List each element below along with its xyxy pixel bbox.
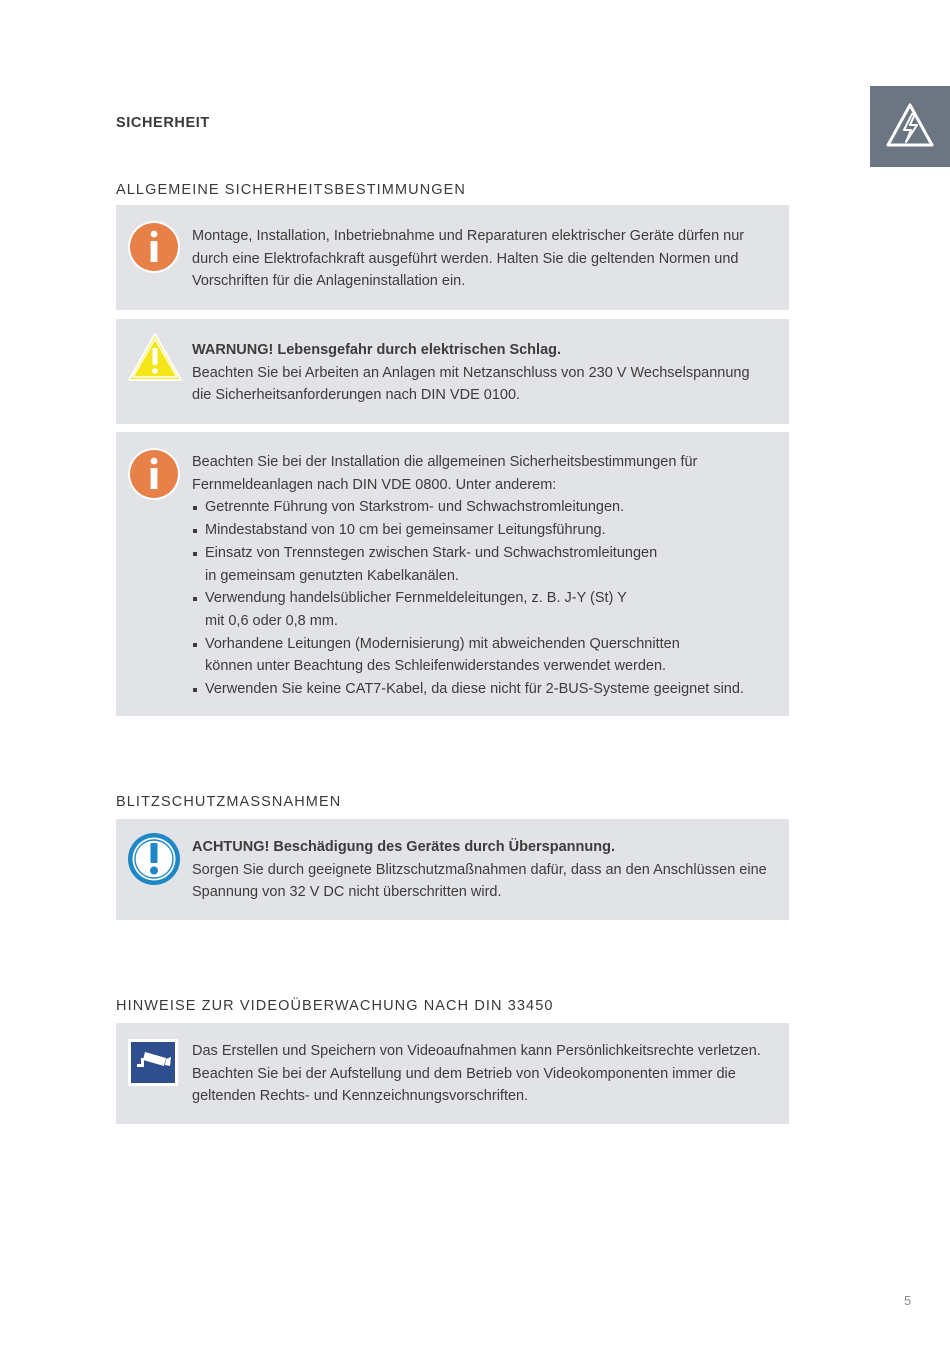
list-item: Mindestabstand von 10 cm bei gemeinsamer Leitungsführung. xyxy=(192,519,771,542)
list-item: Einsatz von Trennstegen zwischen Stark- und Schwachstromleitungen in gemeinsam genutzten Kabelkanälen. xyxy=(192,542,771,587)
telecom-rules-list xyxy=(192,496,771,700)
list-item: Getrennte Führung von Starkstrom- und Schwachstromleitungen. xyxy=(192,496,771,519)
warning-box-electric-shock xyxy=(116,319,789,424)
video-text: Das Erstellen und Speichern von Videoaufnahmen kann Persönlichkeitsrechte verletzen. Beachten Sie bei der Aufstellung und dem Betrieb von Videokomponenten immer die geltenden Rechts- und Kennzeichnungsvorschriften. xyxy=(192,1043,761,1105)
section-tab xyxy=(870,86,950,167)
list-item: Vorhandene Leitungen (Modernisierung) mit abweichenden Querschnitten können unter Beachtung des Schleifenwiderstandes verwendet werden. xyxy=(192,633,771,678)
section-heading-lightning: BLITZSCHUTZMASSNAHMEN xyxy=(116,794,342,810)
info-icon xyxy=(127,447,181,501)
notice-title: ACHTUNG! Beschädigung des Gerätes durch Überspannung. xyxy=(192,839,615,855)
section-heading-video: HINWEISE ZUR VIDEOÜBERWACHUNG NACH DIN 33450 xyxy=(116,998,554,1014)
info-text: Montage, Installation, Inbetriebnahme und Reparaturen elektrischer Geräte dürfen nur durch eine Elektrofachkraft ausgeführt werden. Halten Sie die geltenden Normen und Vorschriften für die Anlageninstallation ein. xyxy=(192,228,745,290)
page-number: 5 xyxy=(904,1293,912,1308)
info-icon xyxy=(127,220,181,274)
info-box-installation xyxy=(116,205,789,310)
exclamation-circle-icon xyxy=(127,832,181,886)
warning-text: Beachten Sie bei Arbeiten an Anlagen mit Netzanschluss von 230 V Wechselspannung die Sicherheitsanforderungen nach DIN VDE 0100. xyxy=(192,364,750,404)
info-box-telecom-rules xyxy=(116,432,789,716)
telecom-intro: Beachten Sie bei der Installation die allgemeinen Sicherheitsbestimmungen für Fernmeldeanlagen nach DIN VDE 0800. Unter anderem: xyxy=(192,454,698,493)
list-item: Verwenden Sie keine CAT7-Kabel, da diese nicht für 2-BUS-Systeme geeignet sind. xyxy=(192,678,771,701)
security-camera-icon xyxy=(128,1039,178,1086)
warning-triangle-icon xyxy=(127,332,183,384)
warning-title: WARNUNG! Lebensgefahr durch elektrischen Schlag. xyxy=(192,342,562,358)
info-box-video-surveillance xyxy=(116,1023,789,1124)
notice-text: Sorgen Sie durch geeignete Blitzschutzmaßnahmen dafür, dass an den Anschlüssen eine Spannung von 32 V DC nicht überschritten wird. xyxy=(192,861,767,901)
notice-box-overvoltage xyxy=(116,819,789,920)
high-voltage-icon xyxy=(884,100,936,152)
page-title: SICHERHEIT xyxy=(116,115,210,131)
list-item: Verwendung handelsüblicher Fernmeldeleitungen, z. B. J-Y (St) Y mit 0,6 oder 0,8 mm. xyxy=(192,587,771,632)
section-heading-general: ALLGEMEINE SICHERHEITSBESTIMMUNGEN xyxy=(116,182,467,198)
